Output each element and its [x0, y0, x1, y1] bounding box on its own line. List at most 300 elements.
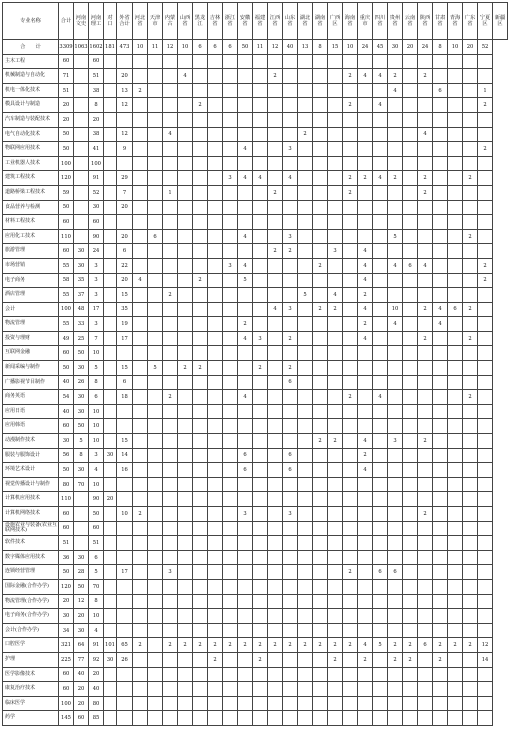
quota-cell: [373, 200, 388, 215]
quota-cell: [328, 521, 343, 536]
quota-cell: [433, 361, 448, 376]
quota-cell: [403, 579, 418, 594]
quota-cell: [208, 521, 223, 536]
quota-cell: [433, 550, 448, 565]
quota-cell: [268, 667, 283, 682]
quota-cell: [298, 594, 313, 609]
quota-cell: [298, 434, 313, 449]
quota-cell: [463, 507, 478, 522]
quota-cell: 50: [74, 419, 89, 434]
quota-cell: 40: [89, 682, 104, 697]
quota-cell: [223, 711, 238, 726]
quota-cell: 321: [59, 638, 74, 653]
quota-cell: [373, 448, 388, 463]
quota-cell: 16: [117, 463, 133, 478]
quota-cell: 4: [388, 258, 403, 273]
quota-cell: 6: [403, 258, 418, 273]
quota-cell: 2: [283, 244, 298, 259]
quota-cell: [328, 507, 343, 522]
quota-cell: [163, 83, 178, 98]
quota-cell: [373, 550, 388, 565]
quota-cell: [463, 288, 478, 303]
quota-cell: 2: [388, 638, 403, 653]
quota-cell: [478, 200, 493, 215]
quota-cell: [433, 711, 448, 726]
quota-cell: 60: [59, 521, 74, 536]
quota-cell: 30: [104, 448, 117, 463]
quota-cell: [448, 185, 463, 200]
quota-cell: [388, 682, 403, 697]
quota-cell: [358, 229, 373, 244]
quota-cell: 2: [388, 171, 403, 186]
quota-cell: 10: [89, 419, 104, 434]
quota-cell: [104, 682, 117, 697]
quota-cell: [418, 623, 433, 638]
quota-cell: [463, 142, 478, 157]
quota-cell: [463, 346, 478, 361]
quota-cell: [388, 273, 403, 288]
quota-cell: [193, 185, 208, 200]
header-col: 天津市: [148, 3, 163, 40]
quota-cell: [433, 594, 448, 609]
table-row: [3, 667, 508, 682]
quota-cell: [148, 142, 163, 157]
quota-cell: 1: [163, 185, 178, 200]
table-row: [3, 244, 508, 259]
quota-cell: [463, 463, 478, 478]
quota-cell: 17: [89, 302, 104, 317]
quota-cell: 2: [358, 288, 373, 303]
quota-cell: 10: [89, 404, 104, 419]
quota-cell: [448, 477, 463, 492]
quota-cell: 110: [59, 229, 74, 244]
header-col: 宁夏区: [478, 3, 493, 40]
header-col: 河南文史: [74, 3, 89, 40]
quota-cell: [133, 200, 148, 215]
quota-cell: [223, 536, 238, 551]
quota-cell: [358, 54, 373, 69]
quota-cell: [178, 288, 193, 303]
quota-cell: [358, 346, 373, 361]
quota-cell: [373, 477, 388, 492]
quota-cell: 60: [89, 54, 104, 69]
table-row: [3, 273, 508, 288]
quota-cell: [223, 244, 238, 259]
quota-cell: [343, 696, 358, 711]
quota-cell: [448, 346, 463, 361]
quota-cell: [133, 390, 148, 405]
quota-cell: [223, 54, 238, 69]
quota-cell: [298, 667, 313, 682]
quota-cell: [178, 112, 193, 127]
quota-cell: [104, 579, 117, 594]
major-name: 物流管理: [3, 317, 59, 332]
quota-cell: 35: [74, 273, 89, 288]
quota-cell: 2: [268, 244, 283, 259]
quota-cell: [163, 375, 178, 390]
quota-cell: [418, 200, 433, 215]
quota-cell: [268, 594, 283, 609]
quota-cell: 7: [89, 331, 104, 346]
quota-cell: [253, 229, 268, 244]
quota-cell: [283, 215, 298, 230]
quota-cell: [448, 594, 463, 609]
quota-cell: [448, 463, 463, 478]
quota-cell: [313, 156, 328, 171]
quota-cell: 50: [59, 565, 74, 580]
quota-cell: [433, 331, 448, 346]
quota-cell: [223, 507, 238, 522]
quota-cell: [433, 434, 448, 449]
quota-cell: [238, 83, 253, 98]
quota-cell: [433, 463, 448, 478]
quota-cell: [403, 361, 418, 376]
quota-cell: [373, 127, 388, 142]
quota-cell: [403, 463, 418, 478]
quota-cell: [313, 390, 328, 405]
total-cell: 24: [418, 40, 433, 55]
quota-cell: [133, 331, 148, 346]
quota-cell: [328, 142, 343, 157]
major-name: 互联网金融: [3, 346, 59, 361]
quota-cell: [463, 156, 478, 171]
quota-cell: 4: [283, 171, 298, 186]
total-cell: 12: [268, 40, 283, 55]
quota-cell: [117, 404, 133, 419]
quota-cell: [448, 156, 463, 171]
quota-cell: 48: [74, 302, 89, 317]
header-row: [3, 3, 508, 40]
quota-cell: [328, 492, 343, 507]
header-col: 江西省: [268, 3, 283, 40]
quota-cell: 5: [89, 361, 104, 376]
quota-cell: [388, 521, 403, 536]
quota-cell: [163, 477, 178, 492]
quota-cell: [163, 331, 178, 346]
quota-cell: [193, 448, 208, 463]
quota-cell: [328, 98, 343, 113]
quota-cell: 3: [283, 302, 298, 317]
quota-cell: [268, 375, 283, 390]
quota-cell: [238, 652, 253, 667]
quota-cell: [463, 682, 478, 697]
quota-cell: [433, 215, 448, 230]
quota-cell: 4: [433, 302, 448, 317]
table-row: [3, 594, 508, 609]
table-row: [3, 98, 508, 113]
quota-cell: [433, 346, 448, 361]
quota-cell: [208, 492, 223, 507]
quota-cell: [313, 375, 328, 390]
quota-cell: [238, 667, 253, 682]
quota-cell: [178, 565, 193, 580]
quota-cell: [343, 317, 358, 332]
quota-cell: [373, 142, 388, 157]
quota-cell: 4: [418, 127, 433, 142]
quota-cell: [283, 711, 298, 726]
quota-cell: [238, 594, 253, 609]
quota-cell: [298, 200, 313, 215]
quota-cell: [328, 361, 343, 376]
table-row: [3, 112, 508, 127]
quota-cell: 4: [253, 171, 268, 186]
quota-cell: [238, 375, 253, 390]
quota-cell: [463, 623, 478, 638]
quota-cell: [223, 127, 238, 142]
quota-cell: [74, 156, 89, 171]
quota-cell: [283, 477, 298, 492]
quota-cell: [133, 142, 148, 157]
quota-cell: [313, 127, 328, 142]
quota-cell: [328, 215, 343, 230]
quota-cell: [298, 390, 313, 405]
quota-cell: 58: [59, 273, 74, 288]
quota-cell: [223, 83, 238, 98]
quota-cell: [148, 550, 163, 565]
quota-cell: [313, 171, 328, 186]
quota-cell: [418, 83, 433, 98]
quota-cell: [133, 361, 148, 376]
quota-cell: [418, 346, 433, 361]
quota-cell: 2: [208, 652, 223, 667]
header-col: 云南省: [403, 3, 418, 40]
quota-cell: [133, 98, 148, 113]
quota-cell: [104, 258, 117, 273]
quota-cell: 54: [59, 390, 74, 405]
total-cell: 10: [178, 40, 193, 55]
quota-cell: [178, 463, 193, 478]
quota-cell: [418, 565, 433, 580]
quota-cell: [148, 594, 163, 609]
quota-cell: [433, 288, 448, 303]
quota-cell: [268, 463, 283, 478]
table-row: [3, 83, 508, 98]
quota-cell: [418, 112, 433, 127]
quota-cell: [193, 112, 208, 127]
quota-cell: 4: [358, 244, 373, 259]
quota-cell: [223, 361, 238, 376]
quota-cell: 30: [74, 623, 89, 638]
quota-cell: 10: [89, 346, 104, 361]
quota-cell: [253, 112, 268, 127]
quota-cell: 12: [117, 127, 133, 142]
quota-cell: [74, 521, 89, 536]
quota-cell: 3: [283, 507, 298, 522]
quota-cell: [313, 682, 328, 697]
quota-cell: [298, 171, 313, 186]
total-cell: 6: [208, 40, 223, 55]
quota-cell: [178, 696, 193, 711]
quota-cell: 120: [59, 579, 74, 594]
quota-cell: [223, 375, 238, 390]
table-row: [3, 419, 508, 434]
header-col: 河南理工: [89, 3, 104, 40]
quota-cell: [193, 83, 208, 98]
quota-cell: [373, 536, 388, 551]
quota-cell: 3: [253, 331, 268, 346]
quota-cell: [133, 317, 148, 332]
quota-cell: [313, 609, 328, 624]
quota-cell: [104, 69, 117, 84]
quota-cell: [178, 156, 193, 171]
quota-cell: [283, 419, 298, 434]
quota-cell: 52: [89, 185, 104, 200]
quota-cell: [283, 565, 298, 580]
quota-cell: [478, 521, 493, 536]
quota-cell: [208, 273, 223, 288]
quota-cell: 3: [223, 171, 238, 186]
quota-cell: 38: [89, 83, 104, 98]
quota-cell: 20: [74, 682, 89, 697]
quota-cell: [104, 98, 117, 113]
quota-cell: [298, 302, 313, 317]
quota-cell: [403, 142, 418, 157]
quota-cell: [403, 317, 418, 332]
quota-cell: [133, 652, 148, 667]
quota-cell: [478, 185, 493, 200]
major-name: 设施农业与装备(农业互联网技术): [3, 521, 59, 536]
quota-cell: [343, 536, 358, 551]
quota-cell: [313, 419, 328, 434]
quota-cell: [117, 419, 133, 434]
quota-cell: [193, 142, 208, 157]
quota-cell: [238, 536, 253, 551]
quota-cell: [163, 594, 178, 609]
quota-cell: [133, 579, 148, 594]
major-name: 药学: [3, 711, 59, 726]
quota-cell: [268, 317, 283, 332]
quota-cell: [148, 492, 163, 507]
quota-cell: [193, 258, 208, 273]
quota-cell: [313, 215, 328, 230]
major-name: 数字媒体应用技术: [3, 550, 59, 565]
quota-cell: [298, 550, 313, 565]
quota-cell: [403, 156, 418, 171]
quota-cell: [268, 652, 283, 667]
quota-cell: [328, 273, 343, 288]
quota-cell: 20: [117, 229, 133, 244]
quota-cell: [193, 229, 208, 244]
quota-cell: 2: [343, 638, 358, 653]
quota-cell: 13: [117, 83, 133, 98]
quota-cell: [208, 594, 223, 609]
quota-cell: [117, 346, 133, 361]
quota-cell: [208, 200, 223, 215]
quota-cell: [238, 288, 253, 303]
quota-cell: [178, 419, 193, 434]
quota-cell: [313, 507, 328, 522]
quota-cell: 3: [163, 565, 178, 580]
quota-cell: 2: [268, 185, 283, 200]
quota-cell: [133, 419, 148, 434]
quota-cell: 2: [253, 638, 268, 653]
quota-cell: 4: [373, 69, 388, 84]
quota-cell: [117, 521, 133, 536]
quota-cell: [178, 317, 193, 332]
quota-cell: 2: [253, 652, 268, 667]
quota-cell: [358, 98, 373, 113]
quota-cell: 5: [89, 565, 104, 580]
quota-cell: [117, 623, 133, 638]
quota-cell: [253, 185, 268, 200]
quota-cell: [253, 215, 268, 230]
quota-cell: [104, 112, 117, 127]
total-cell: 20: [463, 40, 478, 55]
major-name: 机械制造与自动化: [3, 69, 59, 84]
quota-cell: 60: [59, 54, 74, 69]
quota-cell: 49: [59, 331, 74, 346]
quota-cell: [343, 375, 358, 390]
quota-cell: [298, 244, 313, 259]
quota-cell: [133, 127, 148, 142]
quota-cell: [373, 521, 388, 536]
quota-cell: [74, 98, 89, 113]
quota-cell: [283, 69, 298, 84]
total-cell: 1063: [74, 40, 89, 55]
quota-cell: [433, 112, 448, 127]
quota-cell: [268, 83, 283, 98]
quota-cell: [448, 448, 463, 463]
total-cell: 10: [448, 40, 463, 55]
quota-cell: 50: [89, 507, 104, 522]
table-row: [3, 711, 508, 726]
quota-cell: [418, 536, 433, 551]
quota-cell: [104, 594, 117, 609]
quota-cell: [223, 229, 238, 244]
header-col: 黑龙江: [193, 3, 208, 40]
quota-cell: [358, 623, 373, 638]
quota-cell: [478, 477, 493, 492]
quota-cell: [193, 682, 208, 697]
quota-cell: [298, 229, 313, 244]
quota-cell: 3: [388, 434, 403, 449]
quota-cell: [193, 69, 208, 84]
quota-cell: [403, 171, 418, 186]
quota-cell: 5: [74, 434, 89, 449]
quota-cell: [343, 346, 358, 361]
quota-cell: [463, 448, 478, 463]
quota-cell: [478, 244, 493, 259]
quota-cell: [448, 273, 463, 288]
quota-cell: 110: [59, 492, 74, 507]
quota-cell: [104, 244, 117, 259]
quota-cell: 2: [358, 317, 373, 332]
quota-cell: [433, 419, 448, 434]
quota-cell: [433, 229, 448, 244]
quota-cell: [373, 594, 388, 609]
quota-cell: [268, 127, 283, 142]
quota-cell: [238, 550, 253, 565]
quota-cell: [283, 521, 298, 536]
quota-cell: [74, 185, 89, 200]
quota-cell: [373, 258, 388, 273]
quota-cell: [373, 83, 388, 98]
quota-cell: [223, 667, 238, 682]
quota-cell: [433, 682, 448, 697]
quota-cell: 3: [238, 507, 253, 522]
quota-cell: [223, 112, 238, 127]
total-cell: 6: [223, 40, 238, 55]
quota-cell: [253, 156, 268, 171]
quota-cell: [268, 521, 283, 536]
quota-cell: [478, 302, 493, 317]
header-col: 湖南省: [313, 3, 328, 40]
quota-cell: [223, 419, 238, 434]
quota-cell: [163, 682, 178, 697]
quota-cell: [268, 142, 283, 157]
quota-cell: [178, 623, 193, 638]
quota-cell: [433, 667, 448, 682]
